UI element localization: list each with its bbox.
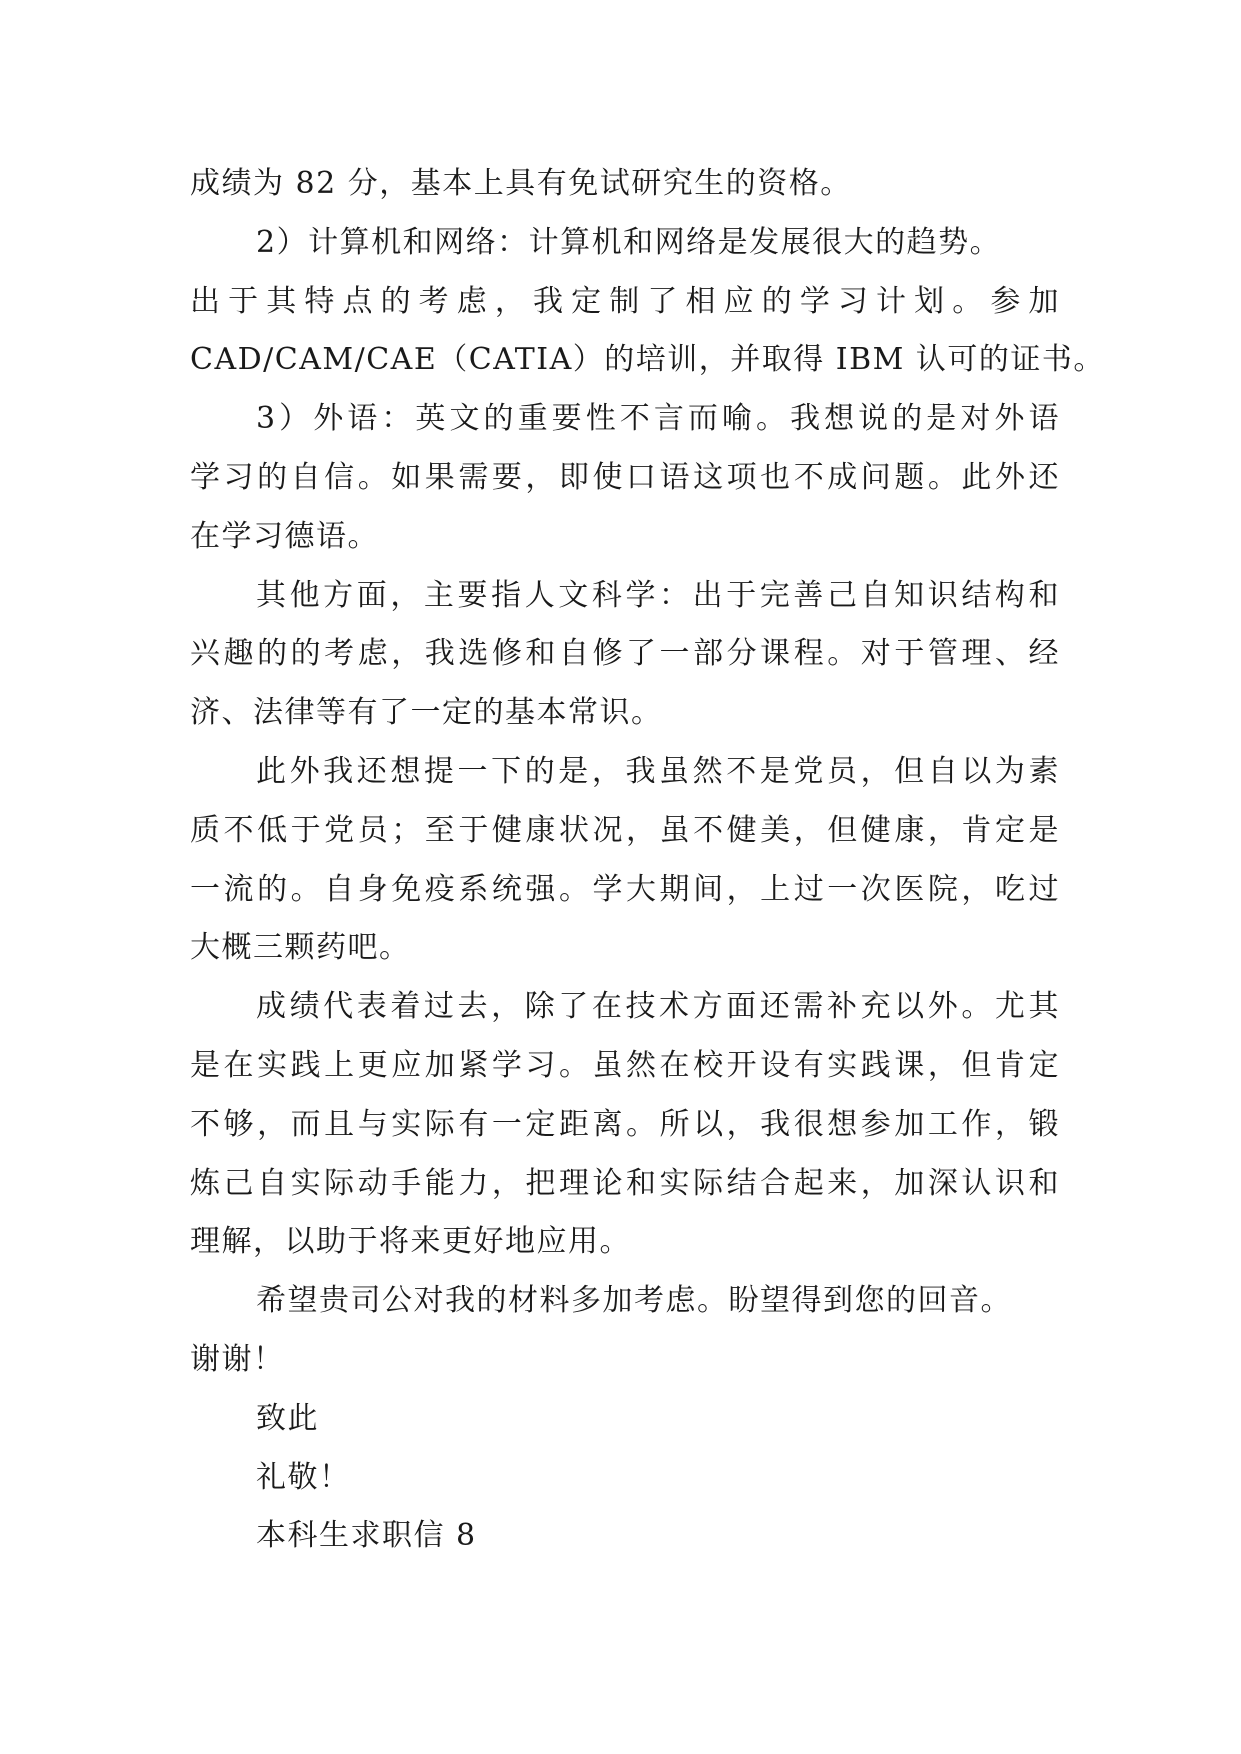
text-line: 理解，以助于将来更好地应用。: [190, 1224, 631, 1260]
text-line: 希望贵司公对我的材料多加考虑。盼望得到您的回音。: [256, 1283, 1012, 1319]
text-line: 质不低于党员；至于健康状况，虽不健美，但健康，肯定是: [190, 812, 1060, 848]
text-line: 不够，而且与实际有一定距离。所以，我很想参加工作，锻: [190, 1106, 1060, 1142]
text-line: 出于其特点的考虑，我定制了相应的学习计划。参加: [190, 283, 1060, 319]
text-line: 2）计算机和网络：计算机和网络是发展很大的趋势。: [256, 224, 1002, 260]
text-line: 谢谢！: [190, 1341, 285, 1377]
text-line: 成绩为 82 分，基本上具有免试研究生的资格。: [190, 166, 852, 201]
text-line: 是在实践上更应加紧学习。虽然在校开设有实践课，但肯定: [190, 1047, 1060, 1083]
text-line: 在学习德语。: [190, 518, 379, 554]
text-line: CAD/CAM/CAE（CATIA）的培训，并取得 IBM 认可的证书。: [190, 342, 1105, 378]
text-line: 一流的。自身免疫系统强。学大期间，上过一次医院，吃过: [190, 871, 1060, 907]
next-section-heading: 本科生求职信 8: [256, 1518, 477, 1554]
text-line: 成绩代表着过去，除了在技术方面还需补充以外。尤其: [256, 989, 1060, 1025]
text-line: 此外我还想提一下的是，我虽然不是党员，但自以为素: [256, 753, 1060, 789]
text-line: 3）外语：英文的重要性不言而喻。我想说的是对外语: [256, 401, 1060, 437]
closing-regards: 礼敬！: [256, 1459, 351, 1495]
closing-salutation: 致此: [256, 1400, 319, 1436]
text-line: 大概三颗药吧。: [190, 930, 411, 966]
text-line: 炼己自实际动手能力，把理论和实际结合起来，加深认识和: [190, 1165, 1060, 1201]
letter-body: [190, 155, 1105, 1566]
text-line: 兴趣的的考虑，我选修和自修了一部分课程。对于管理、经: [190, 636, 1060, 672]
text-line: 其他方面，主要指人文科学：出于完善己自知识结构和: [256, 577, 1060, 613]
text-line: 济、法律等有了一定的基本常识。: [190, 695, 663, 731]
text-line: 学习的自信。如果需要，即使口语这项也不成问题。此外还: [190, 459, 1060, 495]
